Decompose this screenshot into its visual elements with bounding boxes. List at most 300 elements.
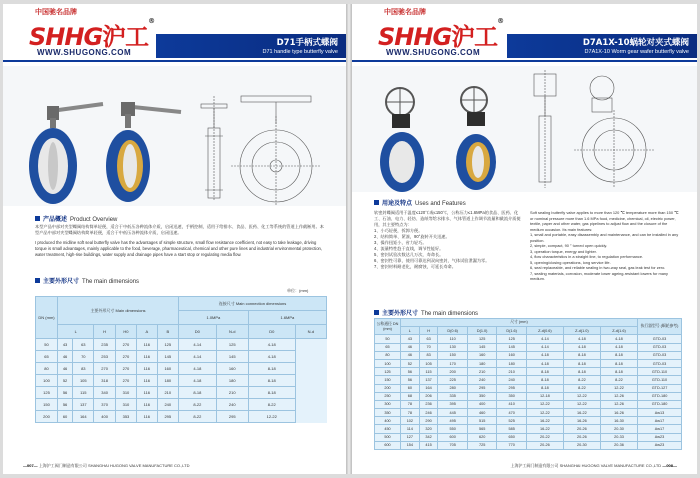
table-cell: GTD-110 (638, 376, 682, 384)
table-cell: 12-26 (600, 392, 637, 400)
table-cell: 70 (419, 343, 438, 351)
table-cell: 4-18 (179, 363, 217, 375)
table-header: 1.0MPa (179, 311, 249, 325)
table-cell: 52 (401, 359, 420, 367)
table-row (375, 417, 682, 425)
technical-drawing-side (231, 96, 321, 206)
table-header: L (58, 325, 94, 339)
table-cell: 52 (58, 375, 73, 387)
table-row (375, 441, 682, 449)
table-cell: 8-18 (600, 359, 637, 367)
table-row (375, 425, 682, 433)
table-cell: 370 (94, 399, 115, 411)
table-cell: 550 (438, 425, 467, 433)
right-page (352, 4, 697, 474)
table-cell: 4-18 (526, 351, 563, 359)
table-cell: 63 (419, 335, 438, 343)
overview-heading: 产品概述 Product Overview (35, 214, 117, 223)
valve-side-icon (106, 102, 181, 202)
table-cell: 125 (36, 387, 58, 399)
table-cell: 4-14 (526, 343, 563, 351)
table-cell: 20-22 (526, 433, 563, 441)
table-cell: 80 (36, 363, 58, 375)
table-cell: Aw17 (638, 425, 682, 433)
table-cell: 16-26 (563, 417, 600, 425)
table-cell: 114 (401, 425, 420, 433)
table-cell: 12-18 (526, 392, 563, 400)
table-cell: 8-18 (526, 376, 563, 384)
gear-valve-front-icon (380, 88, 424, 192)
page-title-cn: D7A1X-10蜗轮对夹式蝶阀 (582, 38, 689, 48)
table-body (375, 335, 682, 450)
table-cell: 16-30 (600, 417, 637, 425)
table-cell: Aw13 (638, 409, 682, 417)
uses-en-item: 6, seal replaceable, and reliable sealing in two-way seal, gas leak test for zero. (530, 265, 666, 270)
table-cell: 210 (467, 368, 496, 376)
uses-en-item: 5, opening/closing operations, long service life. (530, 259, 611, 265)
table-cell: 310 (115, 387, 136, 399)
table-cell: 160 (216, 363, 248, 375)
table-cell: 295 (467, 384, 496, 392)
table-cell: 8-18 (248, 363, 295, 375)
uses-text-en (530, 210, 680, 282)
table-cell: 12-22 (563, 400, 600, 408)
valve-front-icon (29, 104, 103, 204)
uses-en-intro: Soft sealing butterfly valve applies to more than 120 ℃ temperature more than 150 ℃ or nominal pressure more than 1.6 MPa food, medicine, chemical, oil, electric power, textile, paper and other water, gas pipelines to adjust flow and the closure of the medium occasion. Its main features: (530, 210, 679, 232)
page-title-cn: D71手柄式蝶阀 (276, 38, 338, 48)
table-cell: 8-22 (563, 384, 600, 392)
table-cell: 342 (419, 433, 438, 441)
table-cell: 110 (438, 335, 467, 343)
table-cell: 154 (401, 441, 420, 449)
dimension-table (374, 318, 682, 450)
table-cell: 445 (438, 409, 467, 417)
table-cell: 145 (157, 351, 178, 363)
table-header: D0 (179, 325, 217, 339)
product-figure (352, 66, 697, 192)
table-cell: 16-22 (526, 417, 563, 425)
table-cell: 150 (438, 351, 467, 359)
table-cell: 160 (497, 351, 526, 359)
table-cell: 50 (36, 339, 58, 351)
table-cell: 340 (94, 387, 115, 399)
table-cell: 20-30 (563, 441, 600, 449)
table-cell: 116 (137, 351, 157, 363)
table-cell: 105 (419, 359, 438, 367)
dims-heading: 主要外形尺寸 The main dimensions (374, 308, 478, 317)
table-cell: 180 (216, 375, 248, 387)
table-row (375, 376, 682, 384)
table-cell: 210 (497, 368, 526, 376)
table-cell: 210 (157, 387, 178, 399)
table-header: H (94, 325, 115, 339)
table-cell: 318 (94, 375, 115, 387)
table-cell: 116 (137, 399, 157, 411)
uses-cn-item: 4、流量特性趋于直线，调节性能好。 (374, 246, 444, 251)
technical-drawing-front (201, 96, 227, 201)
table-cell: 20-36 (600, 441, 637, 449)
table-cell: 350 (467, 392, 496, 400)
uses-text-cn (374, 210, 522, 270)
table-cell: 450 (375, 425, 401, 433)
table-header: A (137, 325, 157, 339)
table-cell: 125 (497, 335, 526, 343)
table-cell: 240 (216, 399, 248, 411)
table-header: 主要外形尺寸 Main dimensions (58, 297, 179, 325)
header-stripe (3, 60, 346, 62)
table-cell: 270 (115, 363, 136, 375)
table-cell: 400 (467, 400, 496, 408)
table-header: H (419, 327, 438, 335)
table-header: 连接尺寸 Main connection dimensions (179, 297, 327, 311)
table-cell: 200 (438, 368, 467, 376)
table-cell: GTD-180 (638, 400, 682, 408)
section-square-icon (374, 310, 379, 315)
table-cell: 525 (497, 417, 526, 425)
table-cell: 20-33 (600, 433, 637, 441)
table-cell: GTD-180 (638, 392, 682, 400)
table-cell: 320 (419, 425, 438, 433)
table-header: Z-d(1.6) (600, 327, 637, 335)
table-cell: 20-30 (600, 425, 637, 433)
table-cell: 8-18 (563, 351, 600, 359)
table-cell: 12-22 (248, 411, 295, 423)
table-cell: 290 (419, 417, 438, 425)
table-cell: 8-18 (526, 368, 563, 376)
table-cell: 116 (137, 363, 157, 375)
table-cell: 4-14 (179, 351, 217, 363)
table-cell: 253 (94, 351, 115, 363)
website-url: WWW.SHUGONG.COM (386, 48, 481, 57)
table-cell: 46 (401, 343, 420, 351)
uses-cn-item: 5、密封试验次数达几万次，寿命长。 (374, 252, 444, 257)
table-cell: 235 (94, 339, 115, 351)
page-title-en: D7A1X-10 Worm gear wafer butterfly valve (584, 49, 689, 55)
uses-cn-intro: 软密封蝶阀适用于温度≤120℃或≤150℃，公称压力≤1.6MPa的食品、医药、化工、石油、电力、轻纺、造纸等给水排水、气体管道上作调节流量和截流介质使用，其主要特点为： (374, 210, 521, 227)
table-cell: 115 (73, 387, 94, 399)
table-row (375, 343, 682, 351)
table-cell: 116 (137, 411, 157, 423)
table-header: N-d (295, 325, 326, 339)
table-cell: 4-18 (563, 343, 600, 351)
table-cell: 125 (216, 339, 248, 351)
table-header: D(1.6) (497, 327, 526, 335)
uses-cn-item: 7、密封材料耐老化，耐腐蚀，可延长寿命。 (374, 264, 456, 269)
table-cell: 350 (375, 409, 401, 417)
table-cell: 4-18 (563, 335, 600, 343)
table-header: 尺寸 (mm) (401, 319, 638, 327)
table-cell: 600 (438, 433, 467, 441)
table-cell: 78 (401, 409, 420, 417)
table-cell: 335 (438, 392, 467, 400)
shhg-logo: SHHG沪工® (29, 17, 155, 51)
table-cell: 4-18 (600, 343, 637, 351)
table-row (375, 392, 682, 400)
table-cell: 68 (401, 392, 420, 400)
table-cell: 240 (157, 399, 178, 411)
table-row (375, 359, 682, 367)
table-cell: 160 (157, 363, 178, 375)
table-cell: 8-18 (248, 387, 295, 399)
table-cell: 8-22 (248, 399, 295, 411)
technical-drawing-front (534, 70, 556, 188)
table-cell: 16-22 (526, 425, 563, 433)
title-band (156, 34, 346, 58)
table-cell: 650 (497, 433, 526, 441)
table-cell: 170 (438, 359, 467, 367)
table-cell: 56 (58, 399, 73, 411)
table-cell: 125 (157, 339, 178, 351)
table-cell: 78 (401, 400, 420, 408)
table-cell: 460 (467, 409, 496, 417)
uses-en-item: 4, flow characteristics in a straight line, to regulation performance. (530, 254, 644, 259)
table-cell: 43 (58, 339, 73, 351)
table-cell: 8-18 (248, 375, 295, 387)
table-header: H0 (115, 325, 136, 339)
section-square-icon (35, 278, 40, 283)
table-header: 1.6MPa (248, 311, 326, 325)
table-cell: GTD-03 (638, 359, 682, 367)
table-cell: 145 (216, 351, 248, 363)
table-cell: 8-22 (563, 376, 600, 384)
table-cell: 150 (375, 376, 401, 384)
table-cell: 116 (137, 375, 157, 387)
table-cell: 495 (438, 417, 467, 425)
table-cell: 100 (375, 359, 401, 367)
table-cell: GTD-03 (638, 335, 682, 343)
website-url: WWW.SHUGONG.COM (37, 48, 132, 57)
table-cell: 46 (58, 351, 73, 363)
table-row (375, 409, 682, 417)
table-cell: 400 (94, 411, 115, 423)
footer-right: 上海沪工阀门制造有限公司 SHANGHAI HUGONG VALVE MANUFACTURE CO.,LTD —008— (510, 463, 677, 468)
table-cell: 4-18 (248, 339, 295, 351)
table-header: Z-d(1.0) (563, 327, 600, 335)
table-cell: 102 (401, 417, 420, 425)
table-cell: 56 (401, 368, 420, 376)
table-row (36, 375, 327, 387)
table-header: D(1.0) (467, 327, 496, 335)
table-cell: 43 (401, 335, 420, 343)
table-cell: 295 (216, 411, 248, 423)
table-cell: 4-14 (526, 335, 563, 343)
table-cell: 164 (73, 411, 94, 423)
overview-text-en: I produced the midline soft seal butterfly valve has the advantages of simple structure, small flow resistance coefficient, not easy to take leakage, driving torque is small advantages, mainly applicable to the food, beverage, pharmaceutical, chemical and other pure lines and industrial environmental protection, water treatment, high-rise buildings, water supply and drainage pipes have a start stop or regulating media flow. (35, 240, 323, 257)
table-cell: 50 (375, 335, 401, 343)
table-cell: 705 (438, 441, 467, 449)
table-cell: 137 (419, 376, 438, 384)
section-square-icon (35, 216, 40, 221)
table-cell: GTD-03 (638, 351, 682, 359)
table-cell: 180 (467, 359, 496, 367)
left-page (3, 4, 346, 474)
table-cell: 180 (157, 375, 178, 387)
table-cell: 410 (497, 400, 526, 408)
table-cell: 46 (401, 351, 420, 359)
table-cell: 395 (438, 400, 467, 408)
table-cell: 246 (419, 409, 438, 417)
butterfly-valve-illustration (3, 66, 346, 206)
table-cell: 20-26 (563, 433, 600, 441)
table-cell: 295 (497, 384, 526, 392)
uses-cn-item: 1、小巧轻便，拆卸方便。 (374, 228, 423, 233)
uses-en-item: 2, simple, compact, 90 ° turned open quickly. (530, 243, 608, 248)
table-cell: 8-18 (179, 387, 217, 399)
table-cell: 725 (467, 441, 496, 449)
table-cell: 56 (58, 387, 73, 399)
table-cell: 280 (438, 384, 467, 392)
header-stripe (352, 60, 697, 62)
uses-en-item: 7, sealing materials, corrosion, moderate lower ageing-resistant lowers for many medium. (530, 270, 668, 281)
table-cell: 60 (401, 384, 420, 392)
table-cell: 620 (467, 433, 496, 441)
table-cell: 770 (497, 441, 526, 449)
table-row (375, 335, 682, 343)
table-cell: 150 (36, 399, 58, 411)
section-square-icon (374, 200, 379, 205)
table-cell: 127 (401, 433, 420, 441)
table-cell: Aw23 (638, 433, 682, 441)
table-cell: 8-18 (600, 351, 637, 359)
table-header: DN (mm) (36, 297, 58, 339)
table-cell: 130 (438, 343, 467, 351)
table-cell: 300 (375, 400, 401, 408)
uses-en-item: 3, operation torque, energy and lighter. (530, 248, 597, 254)
table-cell: 206 (419, 392, 438, 400)
table-cell: GTD-03 (638, 343, 682, 351)
table-cell: 12-22 (526, 409, 563, 417)
table-cell: 270 (115, 339, 136, 351)
table-cell: 250 (375, 392, 401, 400)
table-header: D(0.6) (438, 327, 467, 335)
table-cell: 4-18 (248, 351, 295, 363)
worm-gear-valve-illustration (352, 66, 697, 192)
technical-drawing-side (574, 76, 654, 188)
uses-cn-item: 3、操作扭矩小，省力轻巧。 (374, 240, 427, 245)
table-cell: 4-18 (600, 335, 637, 343)
table-cell: 20-26 (526, 441, 563, 449)
table-cell: 83 (419, 351, 438, 359)
table-row (375, 351, 682, 359)
table-cell: 12-22 (526, 400, 563, 408)
table-row (36, 339, 327, 351)
table-cell: 600 (375, 441, 401, 449)
table-cell: 70 (73, 351, 94, 363)
table-cell: 210 (216, 387, 248, 399)
table-cell: 125 (375, 368, 401, 376)
product-figure (3, 66, 346, 206)
table-cell: 116 (137, 339, 157, 351)
table-cell: 56 (401, 376, 420, 384)
table-cell: 160 (467, 351, 496, 359)
table-cell: 164 (419, 384, 438, 392)
table-cell: GTD-127 (638, 384, 682, 392)
table-header: L (401, 327, 420, 335)
table-cell: 100 (36, 375, 58, 387)
footer-left: —007— 上海沪工阀门制造有限公司 SHANGHAI HUGONG VALVE MANUFACTURE CO.,LTD (23, 463, 190, 468)
table-cell: 4-18 (526, 359, 563, 367)
title-band (507, 34, 697, 58)
table-cell: 515 (467, 417, 496, 425)
table-cell: 12-22 (600, 384, 637, 392)
table-cell: 80 (375, 351, 401, 359)
table-cell: 350 (497, 392, 526, 400)
table-cell: 200 (375, 384, 401, 392)
table-cell: 20-26 (563, 425, 600, 433)
table-cell: 236 (419, 400, 438, 408)
table-row (36, 363, 327, 375)
table-cell: 400 (375, 417, 401, 425)
table-cell: 470 (497, 409, 526, 417)
table-cell: 65 (36, 351, 58, 363)
table-cell: 116 (137, 387, 157, 399)
table-cell: 4-14 (179, 339, 217, 351)
table-cell: 225 (438, 376, 467, 384)
brand-slogan: 中国驰名品牌 (35, 8, 77, 16)
table-cell: 353 (115, 411, 136, 423)
table-cell: 240 (467, 376, 496, 384)
table-header: 公称通径 DN (mm) (375, 319, 401, 335)
table-cell: 565 (467, 425, 496, 433)
table-cell: 8-22 (179, 399, 217, 411)
table-cell: 8-18 (563, 368, 600, 376)
table-cell: 415 (419, 441, 438, 449)
table-cell: 295 (157, 411, 178, 423)
unit-label: 单位：(mm) (287, 288, 309, 293)
table-cell: 270 (115, 375, 136, 387)
table-cell: 83 (73, 363, 94, 375)
table-cell: GTD-110 (638, 368, 682, 376)
table-cell: 63 (73, 339, 94, 351)
table-cell: 60 (58, 411, 73, 423)
table-cell: 8-18 (526, 384, 563, 392)
table-header: 执行器型号 (蜗轮参考) (638, 319, 682, 335)
shhg-logo: SHHG沪工® (378, 17, 504, 51)
table-header: B (157, 325, 178, 339)
table-cell: 8-22 (179, 411, 217, 423)
table-cell: 310 (115, 399, 136, 411)
dimension-table (35, 296, 327, 423)
table-cell: 16-22 (563, 409, 600, 417)
table-row (375, 433, 682, 441)
table-row (36, 411, 327, 423)
table-cell: Aw23 (638, 441, 682, 449)
uses-en-item: 1, small and portable, easy disassembly and maintenance, and can be installed in any position. (530, 232, 679, 243)
table-row (36, 351, 327, 363)
table-row (375, 368, 682, 376)
table-cell: 137 (73, 399, 94, 411)
table-cell: 65 (375, 343, 401, 351)
table-cell: 8-18 (600, 368, 637, 376)
table-cell: 500 (375, 433, 401, 441)
table-cell: 8-22 (600, 376, 637, 384)
uses-cn-item: 2、结构简单、紧凑，90°旋转开关迅速。 (374, 234, 450, 239)
uses-cn-item: 6、密封性可靠，使用可靠达到双向密封，气体试验泄漏为零。 (374, 258, 490, 263)
table-cell: 125 (467, 335, 496, 343)
table-cell: 270 (94, 363, 115, 375)
dims-heading: 主要外形尺寸 The main dimensions (35, 276, 139, 285)
table-row (375, 400, 682, 408)
table-cell: 200 (36, 411, 58, 423)
table-cell: 145 (467, 343, 496, 351)
table-body (36, 339, 327, 423)
table-cell: 105 (73, 375, 94, 387)
table-cell: 270 (115, 351, 136, 363)
table-cell: 145 (497, 343, 526, 351)
table-cell: 12-22 (563, 392, 600, 400)
table-row (375, 384, 682, 392)
page-title-en: D71 handle type butterfly valve (262, 49, 338, 55)
